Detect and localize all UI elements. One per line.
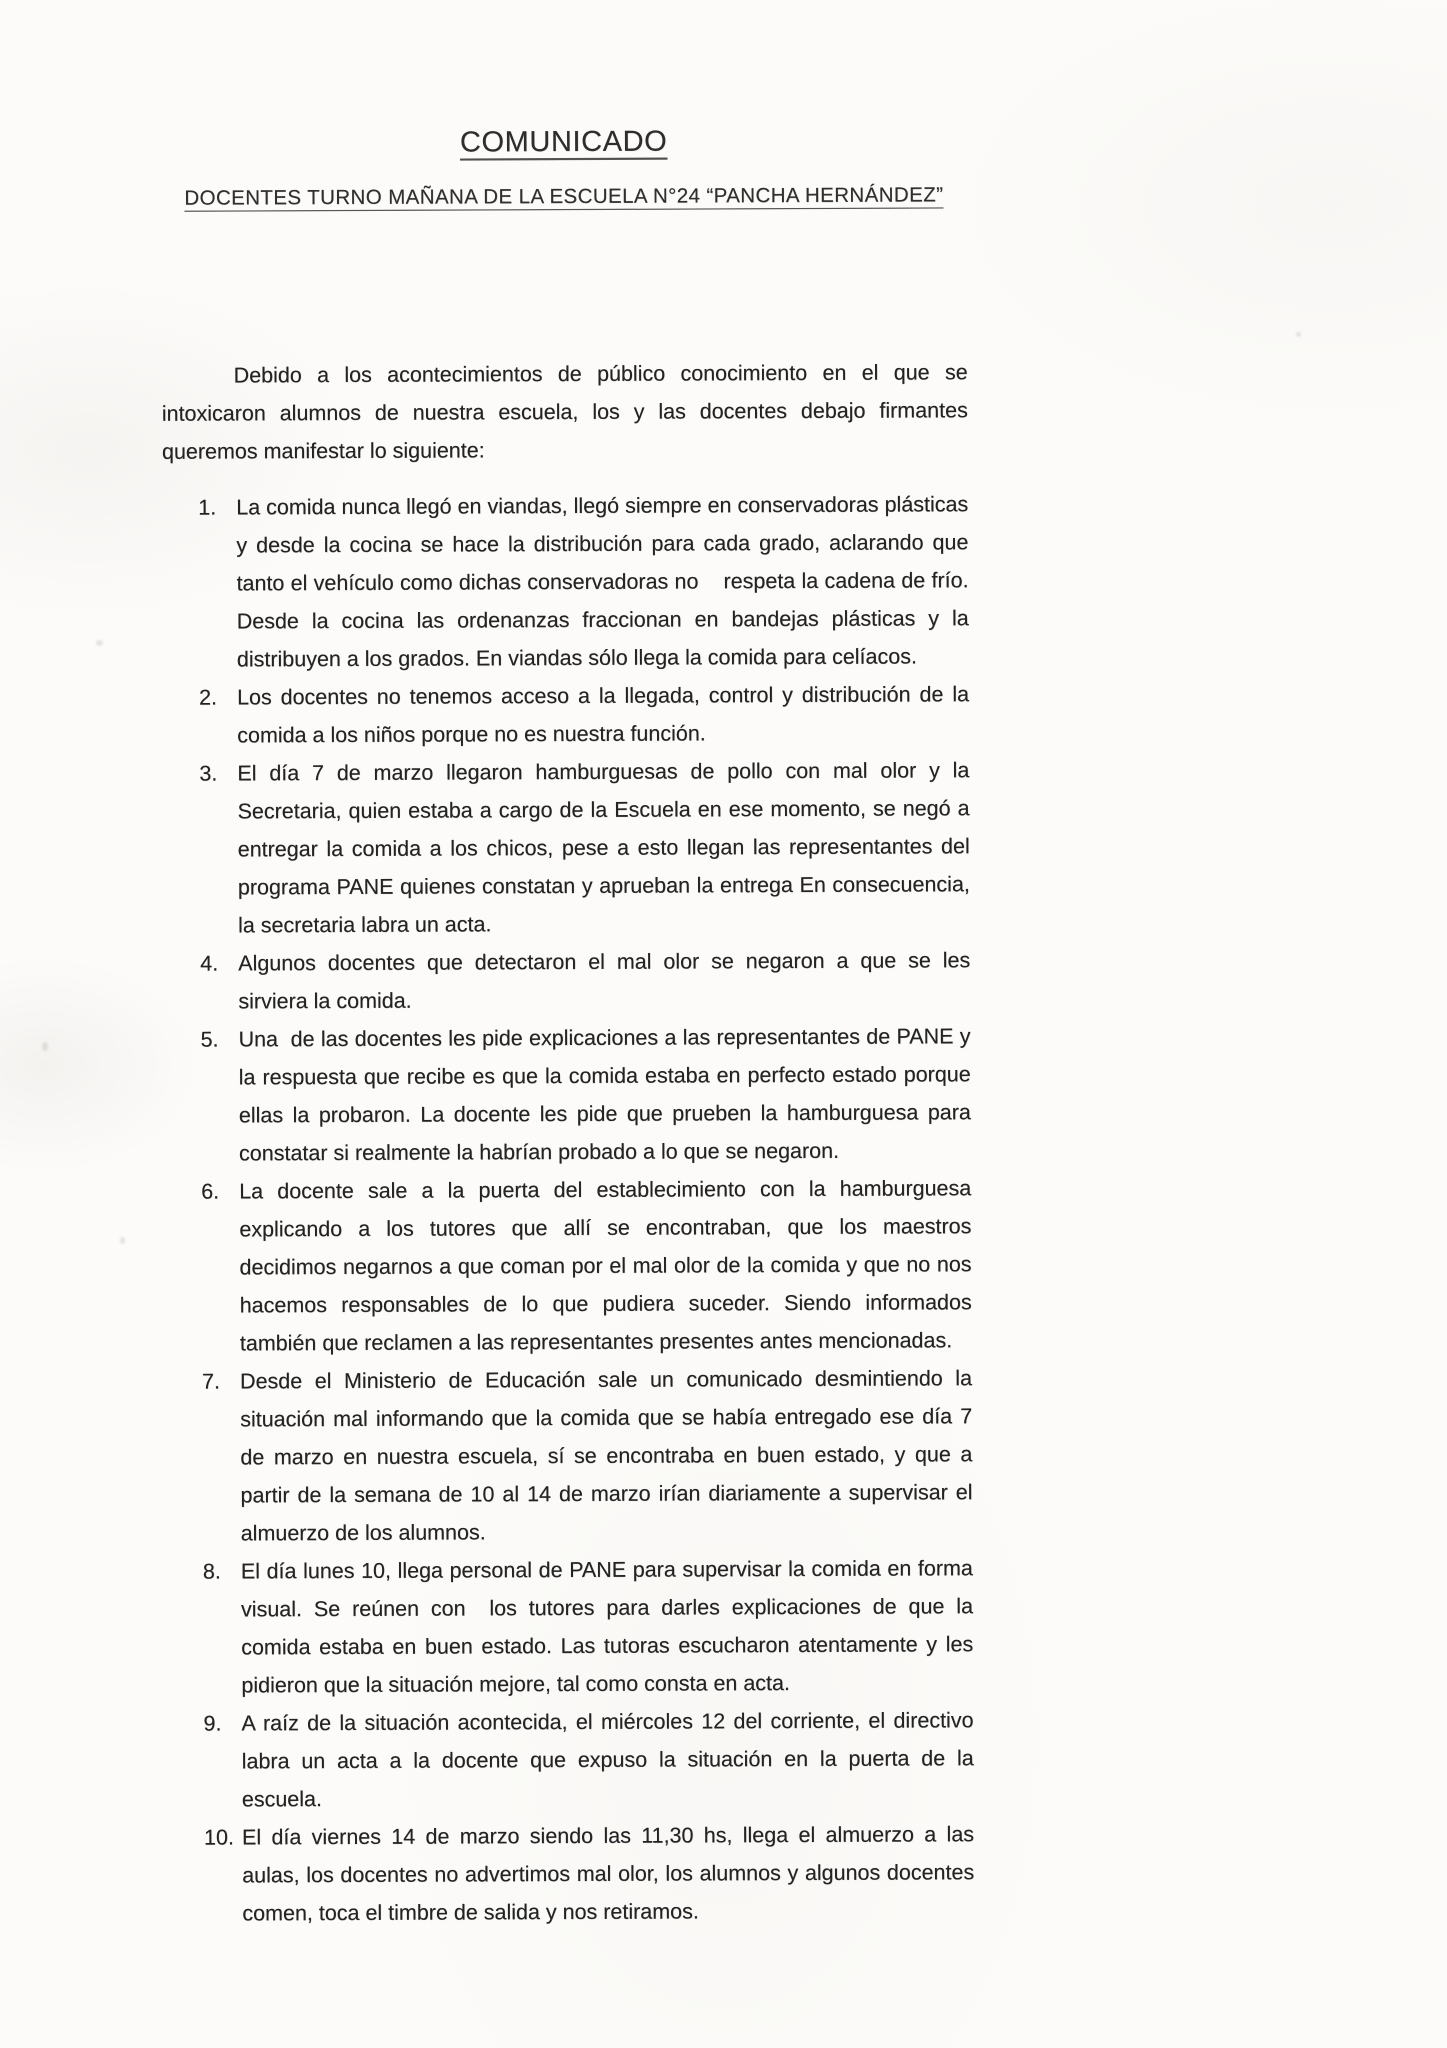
list-item-text: Una de las docentes les pide explicaciones a las representantes de PANE y la respuesta que recibe es que la comida estaba en perfecto estado porque ellas la probaron. La docente les pide que prueben la hamburguesa para constatar si realmente la habrían probado a lo que se negaron. [238,1024,971,1166]
numbered-list [162,485,974,1933]
list-item [198,485,969,678]
list-item-number: 5. [200,1027,219,1052]
scan-speck [1296,332,1301,337]
scan-speck [42,1042,48,1051]
list-item-number: 3. [199,761,218,786]
document-content [160,0,974,1933]
intro-paragraph: Debido a los acontecimientos de público conocimiento en el que se intoxicaron alumnos de nuestra escuela, los y las docentes debajo firmantes queremos manifestar lo siguiente: [161,360,968,464]
list-item-text: La docente sale a la puerta del establecimiento con la hamburguesa explicando a los tutores que allí se encontraban, que los maestros decidimos negarnos a que coman por el mal olor de la comida y que no nos hacemos responsables de lo que pudiera suceder. Siendo informados también que reclamen a las representantes presentes antes mencionadas. [239,1176,972,1356]
document-title: COMUNICADO [459,125,668,159]
list-item [200,941,970,1020]
list-item-number: 8. [202,1559,221,1584]
list-item-number: 7. [201,1369,221,1394]
list-item-number: 9. [203,1711,222,1736]
list-item [201,1169,972,1362]
list-item-number: 10. [203,1825,234,1850]
list-item-number: 1. [198,495,217,520]
list-item [203,1549,974,1704]
list-item-number: 6. [201,1179,220,1204]
scan-speck [120,1237,125,1244]
list-item-text: La comida nunca llegó en viandas, llegó siempre en conservadoras plásticas y desde la cocina se hace la distribución para cada grado, aclarando que tanto el vehículo como dichas conservadoras no respeta la cadena de frío. Desde la cocina las ordenanzas fraccionan en bandejas plásticas y la distribuyen a los grados. En viandas sólo llega la comida para celíacos. [236,492,969,672]
list-item [204,1815,974,1932]
list-item-number: 2. [198,685,218,710]
list-item [199,751,970,944]
list-item-number: 4. [200,951,219,976]
list-item [203,1701,973,1818]
list-item [202,1359,973,1552]
list-item-text: Algunos docentes que detectaron el mal olor se negaron a que se les sirviera la comida. [238,948,971,1014]
list-item-text: El día lunes 10, llega personal de PANE para supervisar la comida en forma visual. Se reúnen con los tutores para darles explicaciones de que la comida estaba en buen estado. Las tutoras escucharon atentamente y les pidieron que la situación mejore, tal como consta en acta. [240,1556,974,1698]
list-item [199,675,969,754]
list-item [200,1017,971,1172]
list-item-text: Desde el Ministerio de Educación sale un comunicado desmintiendo la situación mal informando que la comida que se había entregado ese día 7 de marzo en nuestra escuela, sí se encontraba en buen estado, y que a partir de la semana de 10 al 14 de marzo irían diariamente a supervisar el almuerzo de los alumnos. [239,1366,973,1546]
document-subtitle: DOCENTES TURNO MAÑANA DE LA ESCUELA N°24 “PANCHA HERNÁNDEZ” [184,183,944,210]
list-item-text: El día viernes 14 de marzo siendo las 11,30 hs, llega el almuerzo a las aulas, los docentes no advertimos mal olor, los alumnos y algunos docentes comen, toca el timbre de salida y nos retiramos. [241,1822,975,1926]
list-item-text: Los docentes no tenemos acceso a la llegada, control y distribución de la comida a los niños porque no es nuestra función. [236,682,970,748]
list-item-text: A raíz de la situación acontecida, el miércoles 12 del corriente, el directivo labra un acta a la docente que expuso la situación en la puerta de la escuela. [241,1708,974,1812]
scan-speck [96,640,103,646]
list-item-text: El día 7 de marzo llegaron hamburguesas de pollo con mal olor y la Secretaria, quien estaba a cargo de la Escuela en ese momento, se negó a entregar la comida a los chicos, pese a esto llegan las representantes del programa PANE quienes constatan y aprueban la entrega En consecuencia, la secretaria labra un acta. [237,758,970,938]
